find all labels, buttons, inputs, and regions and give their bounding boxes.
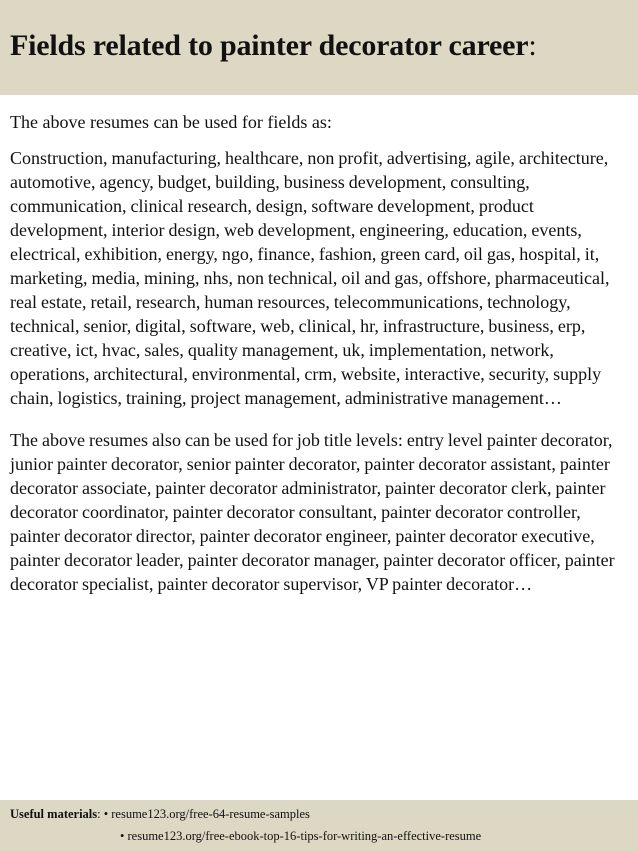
page-title (10, 28, 537, 64)
fields-paragraph: Construction, manufacturing, healthcare, non profit, advertising, agile, architecture, automotive, agency, budget, building, business development, consulting, communication, clinical research, design, software development, product development, interior design, web development, engineering, education, events, electrical, exhibition, energy, ngo, finance, fashion, green card, oil gas, hospital, it, marketing, media, mining, nhs, non technical, oil and gas, offshore, pharmaceutical, real estate, retail, research, human resources, telecommunications, technology, technical, senior, digital, software, web, clinical, hr, infrastructure, business, erp, creative, ict, hvac, sales, quality management, uk, implementation, network, operations, architectural, environmental, crm, website, interactive, security, supply chain, logistics, training, project management, administrative management… (10, 148, 610, 408)
footer-row-1 (10, 804, 310, 824)
useful-materials-label: Useful materials (10, 807, 98, 821)
title-banner (0, 0, 638, 95)
footer-separator: : (97, 807, 104, 821)
page-title-text: Fields related to painter decorator career (10, 29, 529, 62)
title-colon: : (528, 29, 537, 62)
main-content (10, 110, 630, 596)
intro-text: The above resumes can be used for fields as: (10, 112, 332, 132)
footer-row-2 (120, 826, 481, 846)
useful-materials-footer (0, 800, 638, 851)
resume-samples-link[interactable]: • resume123.org/free-64-resume-samples (103, 807, 310, 821)
job-levels-paragraph: The above resumes also can be used for job title levels: entry level painter decorator, junior painter decorator, senior painter decorator, painter decorator assistant, painter decorator associate, painter decorator administrator, painter decorator clerk, painter decorator coordinator, painter decorator consultant, painter decorator controller, painter decorator director, painter decorator engineer, painter decorator executive, painter decorator leader, painter decorator manager, painter decorator officer, painter decorator specialist, painter decorator supervisor, VP painter decorator… (10, 430, 615, 594)
ebook-tips-link[interactable]: • resume123.org/free-ebook-top-16-tips-for-writing-an-effective-resume (120, 829, 482, 843)
